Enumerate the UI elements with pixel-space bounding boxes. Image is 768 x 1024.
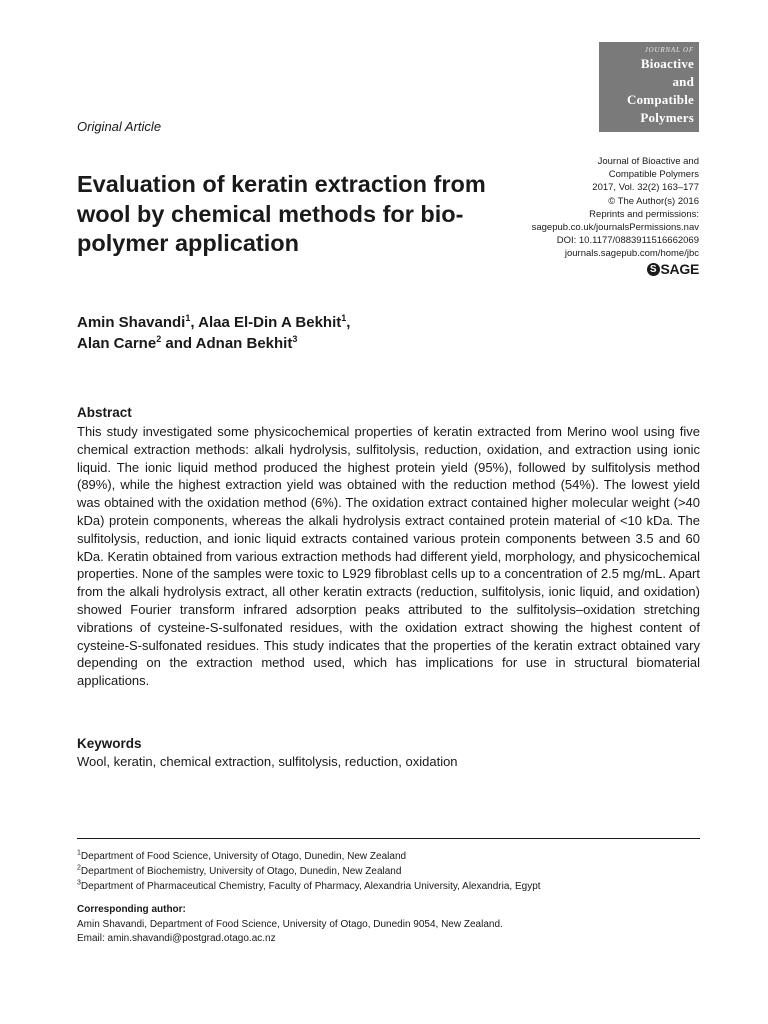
corresponding-author-details — [77, 918, 503, 946]
author-affiliation-ref: 1 — [341, 313, 347, 323]
corresponding-author-address: Amin Shavandi, Department of Food Science, University of Otago, Dunedin 9054, New Zealand. — [77, 919, 503, 930]
pubinfo-line: Reprints and permissions: — [589, 208, 699, 220]
affiliation-item — [77, 879, 700, 894]
publisher-name: SAGE — [660, 261, 699, 277]
pubinfo-line: Journal of Bioactive and — [597, 156, 699, 167]
affiliation-number: 2 — [77, 864, 81, 872]
author-separator: and — [161, 335, 196, 352]
affiliation-text: Department of Pharmaceutical Chemistry, Faculty of Pharmacy, Alexandria University, Alexandria, Egypt — [80, 881, 541, 892]
abstract-text: This study investigated some physicochemical properties of keratin extracted from Merino wool using five chemical extraction methods: alkali hydrolysis, sulfitolysis, reduction, oxidation, and extraction using ionic liquid. The ionic liquid method produced the highest protein yield (95%), followed by sulfitolysis method (89%), while the highest extraction yield was obtained with the reduction method (54%). The lowest yield was obtained with the oxidation method (6%). The oxidation extract contained higher molecular weight (>40 kDa) protein components, whereas the alkali hydrolysis extract contained protein material of <10 kDa. The sulfitolysis, reduction, and ionic liquid extracts contained various protein components between 3.5 and 60 kDa. Keratin obtained from various extraction methods had different yield, morphology, and physicochemical properties. None of the samples were toxic to L929 fibroblast cells up to a concentration of 2.5 mg/mL. Apart from the alkali hydrolysis extract, all other keratin extracts (reduction, sulfitolysis, ionic liquid, and oxidation) showed Fourier transform infrared adsorption peaks attributed to the sulfitolysis–oxidation stretching vibrations of cysteine-S-sulfonated residues, with the oxidation extract showing the highest content of cysteine-S-sulfonated residues. This study indicates that the properties of the keratin extract obtained vary depending on the extraction method used, which has implications for use in structural biomaterial applications. — [77, 424, 700, 689]
affiliation-number: 3 — [77, 879, 81, 887]
author-affiliation-ref: 2 — [156, 334, 162, 344]
publisher-logo — [647, 261, 699, 277]
pubinfo-line: © The Author(s) 2016 — [608, 195, 699, 207]
corresponding-author-heading: Corresponding author: — [77, 904, 186, 915]
pubinfo-line: 2017, Vol. 32(2) 163–177 — [592, 182, 699, 194]
author-affiliation-ref: 1 — [185, 313, 191, 323]
publication-info — [479, 155, 699, 261]
author-name: Alaa El-Din A Bekhit — [198, 314, 342, 331]
affiliation-item — [77, 864, 700, 879]
author-list — [77, 312, 517, 354]
affiliation-item — [77, 849, 700, 864]
pubinfo-line: Compatible Polymers — [608, 169, 699, 181]
affiliation-text: Department of Food Science, University of Otago, Dunedin, New Zealand — [80, 851, 407, 862]
keywords-text: Wool, keratin, chemical extraction, sulfitolysis, reduction, oxidation — [77, 754, 458, 769]
author-affiliation-ref: 3 — [292, 334, 298, 344]
affiliation-text: Department of Biochemistry, University of Otago, Dunedin, New Zealand — [80, 866, 402, 877]
journal-badge-line: Bioactive — [640, 56, 694, 71]
author-name: Amin Shavandi — [77, 314, 186, 331]
article-type: Original Article — [77, 119, 162, 134]
journal-of-label: JOURNAL OF — [644, 46, 694, 54]
journal-badge-line: Polymers — [640, 110, 694, 125]
author-separator: , — [190, 314, 199, 331]
affiliation-number: 1 — [77, 849, 81, 857]
pubinfo-link[interactable]: sagepub.co.uk/journalsPermissions.nav — [531, 222, 699, 234]
corresponding-author-email[interactable]: Email: amin.shavandi@postgrad.otago.ac.nz — [77, 933, 276, 944]
journal-badge-line: Compatible — [627, 92, 694, 107]
pubinfo-doi[interactable]: DOI: 10.1177/0883911516662069 — [556, 235, 699, 247]
pubinfo-link[interactable]: journals.sagepub.com/home/jbc — [564, 248, 699, 260]
footnote-divider — [77, 838, 700, 839]
abstract-heading: Abstract — [77, 405, 132, 420]
journal-badge-line: and — [672, 74, 694, 89]
keywords-heading: Keywords — [77, 736, 142, 751]
author-separator: , — [346, 314, 351, 331]
sage-logo-icon: S — [647, 263, 660, 276]
paper-title: Evaluation of keratin extraction from wool by chemical methods for bio-polymer application — [77, 171, 486, 256]
author-name: Alan Carne — [77, 335, 157, 352]
author-name: Adnan Bekhit — [195, 335, 293, 352]
journal-badge — [599, 42, 699, 132]
affiliations — [77, 849, 700, 894]
